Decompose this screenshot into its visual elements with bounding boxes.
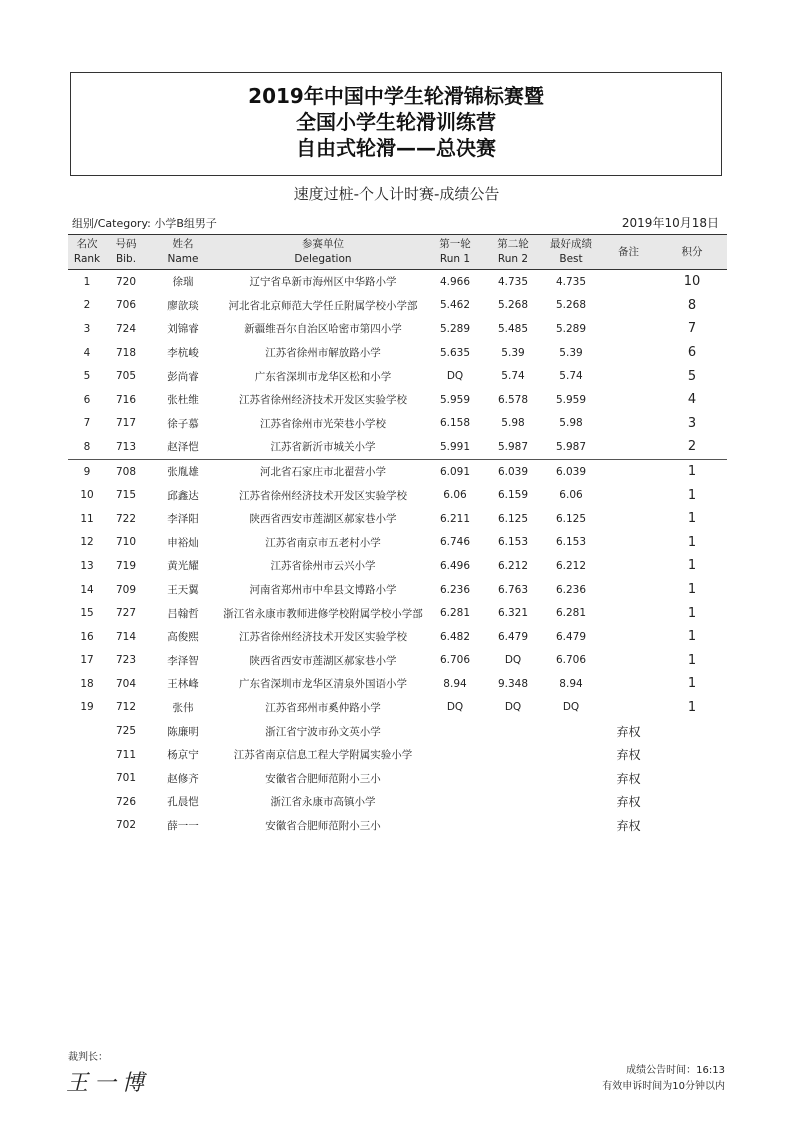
header-run1-line: 第一轮 [439, 238, 471, 250]
cell-points [657, 743, 727, 767]
cell-run1: 6.091 [439, 465, 471, 478]
cell-run1: 6.281 [439, 607, 471, 620]
cell-best: 6.039 [555, 465, 587, 478]
header-delegation [220, 235, 426, 270]
cell-bib: 725 [115, 725, 137, 738]
cell-points [657, 766, 727, 790]
cell-delegation: 浙江省永康市高镇小学 [270, 796, 376, 809]
page-subtitle: 速度过桩-个人计时赛-成绩公告 [293, 185, 500, 203]
cell-run2 [484, 766, 542, 790]
table-row [68, 483, 727, 507]
cell-delegation: 江苏省徐州市解放路小学 [265, 347, 381, 360]
cell-run2 [484, 814, 542, 838]
chief-judge-signature: 王一博 [66, 1071, 151, 1096]
cell-rank: 15 [80, 607, 94, 620]
cell-best: 8.94 [559, 677, 583, 690]
header-run2-line: Run 2 [497, 253, 529, 265]
cell-name: 李杭峻 [167, 347, 199, 360]
cell-best: 6.153 [555, 536, 587, 549]
cell-remark [600, 696, 657, 720]
header-bib-line: 号码 [115, 238, 137, 250]
cell-remark [600, 554, 657, 578]
cell-remark: 弃权 [616, 795, 641, 810]
cell-points [657, 790, 727, 814]
table-row [68, 601, 727, 625]
cell-remark [600, 435, 657, 459]
cell-rank [68, 790, 106, 814]
cell-run2 [484, 743, 542, 767]
cell-best: 5.98 [559, 417, 583, 430]
cell-name: 赵泽恺 [146, 435, 220, 459]
table-row [68, 672, 727, 696]
cell-name: 陈廉明 [167, 725, 199, 738]
cell-remark [600, 578, 657, 602]
cell-name: 刘锦睿 [167, 323, 199, 336]
cell-rank: 8 [68, 435, 106, 459]
table-row [68, 790, 727, 814]
cell-run2: 5.74 [501, 370, 525, 383]
cell-best [542, 790, 600, 814]
cell-remark [600, 601, 657, 625]
cell-run2: 6.153 [497, 536, 529, 549]
cell-bib: 719 [115, 559, 137, 572]
cell-delegation: 江苏省徐州市云兴小学 [270, 560, 376, 573]
header-points-line: 积分 [681, 245, 703, 258]
cell-bib: 717 [115, 417, 137, 430]
cell-points: 5 [687, 368, 697, 384]
cell-rank: 9 [83, 465, 91, 478]
header-best-line: Best [559, 253, 583, 265]
cell-remark [600, 364, 657, 388]
header-name-line: 姓名 [172, 238, 194, 250]
cell-delegation: 广东省深圳市龙华区松和小学 [254, 370, 392, 383]
cell-rank: 18 [80, 677, 94, 690]
cell-name: 彭尚睿 [167, 370, 199, 383]
table-row [68, 270, 727, 294]
cell-points: 1 [687, 534, 697, 550]
cell-best: 6.479 [555, 630, 587, 643]
header-remark-line: 备注 [618, 245, 639, 258]
table-row [68, 317, 727, 341]
cell-best: 5.987 [542, 435, 600, 459]
title-line-2: 全国小学生轮滑训练营 [296, 110, 496, 134]
cell-run1: 8.94 [443, 677, 467, 690]
cell-bib: 705 [115, 370, 137, 383]
cell-remark [600, 412, 657, 436]
cell-delegation: 江苏省南京市五老村小学 [265, 536, 381, 549]
cell-run1: 6.236 [439, 583, 471, 596]
cell-bib: 704 [115, 677, 137, 690]
table-header [68, 235, 727, 270]
cell-points: 8 [687, 297, 697, 313]
cell-rank: 2 [83, 299, 91, 312]
cell-points: 1 [687, 629, 697, 645]
cell-run2: 9.348 [497, 677, 529, 690]
cell-bib: 718 [115, 346, 137, 359]
cell-name: 孔晨恺 [167, 796, 199, 809]
cell-points: 1 [687, 487, 697, 503]
appeal-note: 有效申诉时间为10分钟以内 [602, 1081, 725, 1092]
header-bib [106, 235, 146, 270]
cell-name: 徐瑞 [172, 276, 194, 289]
cell-delegation: 安徽省合肥师范附小三小 [265, 819, 381, 832]
cell-best [542, 766, 600, 790]
cell-rank: 11 [80, 512, 94, 525]
cell-rank [68, 766, 106, 790]
cell-points: 3 [687, 415, 697, 431]
cell-rank: 4 [83, 346, 91, 359]
header-best-line: 最好成绩 [550, 238, 592, 250]
cell-run1: DQ [446, 701, 464, 714]
cell-delegation: 江苏省徐州经济技术开发区实验学校 [239, 631, 407, 644]
table-row [68, 412, 727, 436]
cell-run1 [426, 766, 484, 790]
cell-best: 6.06 [559, 489, 583, 502]
cell-remark [600, 625, 657, 649]
cell-remark: 弃权 [616, 724, 641, 739]
cell-bib: 708 [115, 465, 137, 478]
cell-rank: 3 [83, 322, 91, 335]
announce-time: 成绩公告时间：16:13 [626, 1065, 725, 1076]
cell-run1: 5.959 [439, 393, 471, 406]
table-row [68, 649, 727, 673]
cell-name: 李泽智 [167, 654, 199, 667]
cell-delegation: 陕西省西安市莲湖区郝家巷小学 [249, 654, 397, 667]
cell-run1: 6.158 [439, 417, 471, 430]
cell-run1: 5.991 [426, 435, 484, 459]
cell-delegation: 江苏省徐州经济技术开发区实验学校 [239, 394, 407, 407]
cell-points: 7 [687, 321, 697, 337]
cell-best: 5.289 [555, 322, 587, 335]
header-bib-line: Bib. [115, 253, 137, 265]
cell-name: 邱鑫达 [167, 489, 199, 502]
cell-remark: 弃权 [616, 771, 641, 786]
cell-rank: 13 [80, 559, 94, 572]
cell-points: 2 [657, 435, 727, 459]
cell-points: 1 [687, 676, 697, 692]
cell-points: 6 [687, 345, 697, 361]
cell-remark: 弃权 [616, 818, 641, 833]
cell-rank [68, 719, 106, 743]
chief-judge-label: 裁判长： [68, 1052, 108, 1063]
cell-best: DQ [562, 701, 580, 714]
cell-best [542, 814, 600, 838]
cell-delegation: 广东省深圳市龙华区清泉外国语小学 [239, 678, 407, 691]
cell-name: 李泽阳 [167, 513, 199, 526]
cell-rank: 19 [80, 701, 94, 714]
cell-bib: 723 [115, 654, 137, 667]
cell-points: 1 [687, 652, 697, 668]
cell-remark [600, 672, 657, 696]
cell-run2: DQ [504, 701, 522, 714]
cell-run2: 6.321 [497, 607, 529, 620]
cell-remark [600, 483, 657, 507]
cell-name: 廖歆琰 [167, 299, 199, 312]
cell-points: 1 [687, 464, 697, 480]
cell-remark [600, 270, 657, 294]
cell-bib: 701 [115, 772, 137, 785]
cell-run1: 6.06 [443, 489, 467, 502]
header-best [542, 235, 600, 270]
cell-remark: 弃权 [616, 748, 641, 763]
cell-remark [600, 649, 657, 673]
cell-run1: 4.966 [439, 275, 471, 288]
cell-best [542, 743, 600, 767]
cell-run1 [426, 790, 484, 814]
cell-run2 [484, 790, 542, 814]
header-name [146, 235, 220, 270]
table-row [68, 554, 727, 578]
table-row [68, 625, 727, 649]
cell-name: 吕翰哲 [167, 607, 199, 620]
cell-delegation: 河南省郑州市中牟县文博路小学 [249, 584, 397, 597]
table-row [68, 459, 727, 483]
cell-delegation: 浙江省宁波市孙文英小学 [265, 725, 381, 738]
cell-rank: 12 [80, 536, 94, 549]
cell-best: 5.74 [559, 370, 583, 383]
table-row [68, 743, 727, 767]
cell-delegation: 浙江省永康市教师进修学校附属学校小学部 [223, 607, 423, 620]
table-row [68, 531, 727, 555]
cell-bib: 726 [115, 795, 137, 808]
cell-run1: DQ [446, 370, 464, 383]
cell-rank: 10 [80, 489, 94, 502]
cell-bib: 713 [106, 435, 146, 459]
table-row [68, 814, 727, 838]
cell-bib: 727 [115, 607, 137, 620]
cell-run1 [426, 743, 484, 767]
category-label: 组别/Category: 小学B组男子 [72, 217, 217, 230]
table-row [68, 696, 727, 720]
table-row [68, 507, 727, 531]
cell-bib: 711 [115, 748, 137, 761]
cell-name: 杨京宁 [167, 749, 199, 762]
table-row [68, 719, 727, 743]
cell-bib: 722 [115, 512, 137, 525]
table-row [68, 388, 727, 412]
cell-points: 10 [683, 274, 701, 290]
cell-points: 1 [687, 558, 697, 574]
cell-bib: 706 [115, 299, 137, 312]
cell-best: 6.236 [555, 583, 587, 596]
cell-delegation: 陕西省西安市莲湖区郝家巷小学 [249, 513, 397, 526]
cell-name: 薛一一 [167, 819, 199, 832]
cell-rank: 7 [83, 417, 91, 430]
cell-best: 6.706 [555, 654, 587, 667]
cell-name: 黄光耀 [167, 560, 199, 573]
table-row [68, 578, 727, 602]
cell-bib: 710 [115, 536, 137, 549]
cell-run1: 5.289 [439, 322, 471, 335]
cell-name: 王天翼 [167, 584, 199, 597]
date-label: 2019年10月18日 [621, 216, 719, 230]
cell-run2: 6.159 [497, 489, 529, 502]
cell-run2: 6.763 [497, 583, 529, 596]
title-line-1: 2019年中国中学生轮滑锦标赛暨 [248, 84, 544, 108]
table-row [68, 364, 727, 388]
cell-name: 赵修齐 [167, 772, 199, 785]
header-run2-line: 第二轮 [497, 238, 529, 250]
table-row [68, 435, 727, 459]
cell-bib: 712 [115, 701, 137, 714]
header-run2 [484, 235, 542, 270]
cell-rank: 16 [80, 630, 94, 643]
cell-delegation: 江苏省徐州市光荣巷小学校 [260, 417, 386, 430]
cell-run2: 6.212 [497, 559, 529, 572]
title-line-3: 自由式轮滑——总决赛 [296, 136, 496, 160]
cell-name: 张伟 [172, 701, 194, 714]
cell-run1: 6.211 [439, 512, 471, 525]
cell-remark [600, 388, 657, 412]
cell-run2: 6.578 [497, 393, 529, 406]
cell-remark [600, 317, 657, 341]
cell-delegation: 江苏省新沂市城关小学 [220, 435, 426, 459]
cell-name: 王林峰 [167, 678, 199, 691]
cell-name: 申裕灿 [167, 536, 199, 549]
cell-points: 4 [687, 392, 697, 408]
event-title-box [70, 72, 722, 176]
table-row [68, 766, 727, 790]
results-table [68, 234, 727, 837]
cell-points: 1 [687, 582, 697, 598]
cell-remark [600, 507, 657, 531]
cell-bib: 715 [115, 489, 137, 502]
cell-points: 1 [687, 605, 697, 621]
cell-remark [600, 531, 657, 555]
header-rank-line: Rank [73, 253, 101, 265]
cell-points: 1 [687, 699, 697, 715]
cell-delegation: 河北省北京师范大学任丘附属学校小学部 [228, 299, 418, 312]
cell-delegation: 新疆维吾尔自治区哈密市第四小学 [244, 323, 402, 336]
cell-run2 [484, 719, 542, 743]
header-run1-line: Run 1 [439, 253, 471, 265]
header-delegation-line: 参赛单位 [302, 238, 344, 250]
cell-best: 4.735 [555, 275, 587, 288]
header-points [657, 235, 727, 270]
header-remark [600, 235, 657, 270]
cell-remark [600, 341, 657, 365]
cell-run1 [426, 719, 484, 743]
cell-bib: 716 [115, 393, 137, 406]
cell-rank [68, 743, 106, 767]
cell-name: 徐子慕 [167, 417, 199, 430]
cell-name: 张杜维 [167, 394, 199, 407]
cell-name: 张胤雄 [167, 466, 199, 479]
cell-bib: 709 [115, 583, 137, 596]
cell-delegation: 河北省石家庄市北翟营小学 [260, 466, 386, 479]
cell-points [657, 719, 727, 743]
cell-run1: 6.746 [439, 536, 471, 549]
cell-run1: 5.635 [439, 346, 471, 359]
cell-rank: 17 [80, 654, 94, 667]
cell-delegation: 江苏省南京信息工程大学附属实验小学 [233, 749, 413, 762]
footer-notes [602, 1063, 725, 1095]
cell-delegation: 江苏省邳州市奚仲路小学 [265, 701, 381, 714]
table-row [68, 341, 727, 365]
cell-rank: 14 [80, 583, 94, 596]
cell-best: 5.959 [555, 393, 587, 406]
cell-run2: 5.485 [497, 322, 529, 335]
cell-run1: 6.496 [439, 559, 471, 572]
cell-run2: DQ [504, 654, 522, 667]
cell-rank [68, 814, 106, 838]
cell-name: 高俊熙 [167, 631, 199, 644]
cell-run2: 4.735 [497, 275, 529, 288]
cell-run2: 6.479 [497, 630, 529, 643]
cell-run1: 6.706 [439, 654, 471, 667]
cell-run2: 5.268 [497, 299, 529, 312]
cell-rank: 6 [83, 393, 91, 406]
cell-best: 5.39 [559, 346, 583, 359]
cell-run1: 6.482 [439, 630, 471, 643]
cell-rank: 1 [83, 275, 91, 288]
cell-best: 6.281 [555, 607, 587, 620]
cell-best: 5.268 [555, 299, 587, 312]
header-rank [68, 235, 106, 270]
cell-run2: 5.39 [501, 346, 525, 359]
cell-delegation: 辽宁省阜新市海州区中华路小学 [249, 276, 397, 289]
cell-best: 6.212 [555, 559, 587, 572]
header-rank-line: 名次 [76, 238, 98, 250]
header-name-line: Name [167, 253, 199, 265]
cell-run2: 5.98 [501, 417, 525, 430]
header-delegation-line: Delegation [294, 253, 352, 265]
cell-points [657, 814, 727, 838]
cell-remark [600, 459, 657, 483]
cell-bib: 702 [115, 819, 137, 832]
cell-points: 1 [687, 511, 697, 527]
cell-best [542, 719, 600, 743]
cell-run2: 6.039 [497, 465, 529, 478]
cell-bib: 720 [115, 275, 137, 288]
cell-run1: 5.462 [439, 299, 471, 312]
cell-run2: 6.125 [497, 512, 529, 525]
cell-best: 6.125 [555, 512, 587, 525]
cell-rank: 5 [83, 370, 91, 383]
header-run1 [426, 235, 484, 270]
table-row [68, 294, 727, 318]
cell-bib: 724 [115, 322, 137, 335]
cell-remark [600, 294, 657, 318]
cell-run2: 5.987 [484, 435, 542, 459]
cell-delegation: 江苏省徐州经济技术开发区实验学校 [239, 489, 407, 502]
cell-run1 [426, 814, 484, 838]
cell-bib: 714 [115, 630, 137, 643]
cell-delegation: 安徽省合肥师范附小三小 [265, 772, 381, 785]
